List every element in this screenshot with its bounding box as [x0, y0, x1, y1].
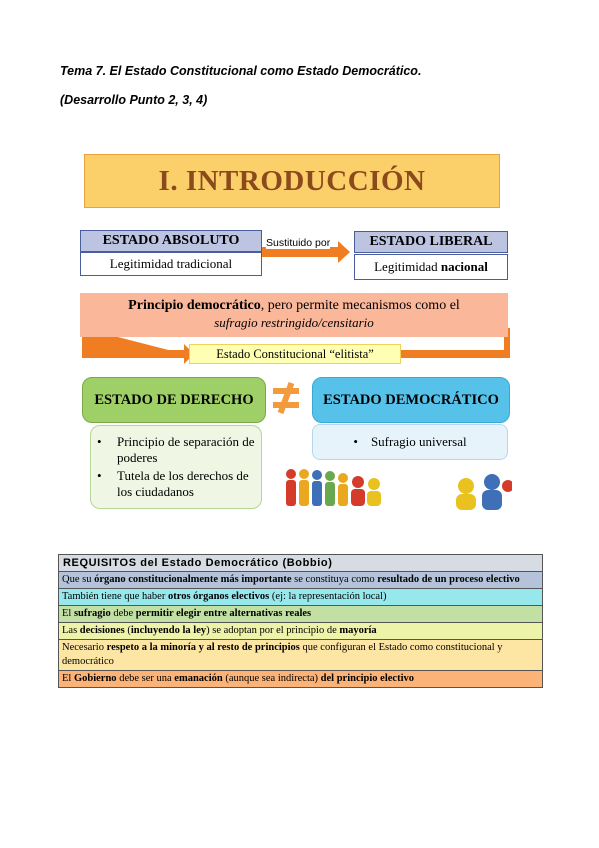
requirement-bold-text: sufragio: [73, 608, 111, 619]
requirements-table-header: [59, 555, 543, 572]
requirement-text: se constituya como: [291, 574, 378, 585]
rule-of-law-label: ESTADO DE DERECHO: [82, 377, 266, 423]
introduction-title: I. INTRODUCCIÓN: [84, 154, 500, 208]
requirement-bold-text: resultado de un proceso electivo: [377, 574, 520, 585]
requirement-text: El: [62, 608, 74, 619]
requirement-cell: [59, 671, 543, 688]
democratic-state-list: [312, 424, 508, 460]
requirement-bold-text: respeto a la minoría y al resto de principios: [106, 642, 300, 653]
principle-italic: sufragio restringido/censitario: [214, 315, 374, 330]
liberal-legitimacy-prefix: Legitimidad: [374, 259, 438, 274]
table-row: [59, 623, 543, 640]
table-row: [59, 589, 543, 606]
table-row: [59, 640, 543, 671]
document-heading: Tema 7. El Estado Constitucional como Estado Democrático.: [60, 64, 422, 78]
requirement-text: (ej: la representación local): [269, 591, 387, 602]
requirement-cell: [59, 640, 543, 671]
requirement-text: Las: [62, 625, 80, 636]
requirement-text: Necesario: [62, 642, 107, 653]
bullet-icon: •: [97, 434, 102, 449]
democratic-state-item: Sufragio universal: [370, 434, 467, 449]
democratic-principle-box: [80, 293, 508, 337]
requirement-bold-text: incluyendo la ley: [130, 625, 207, 636]
liberal-legitimacy-bold: nacional: [440, 259, 488, 274]
rule-of-law-item: Principio de separación de poderes: [117, 434, 255, 465]
bullet-icon: •: [353, 434, 371, 449]
requirement-text: También tiene que haber: [62, 591, 168, 602]
people-pair-icon: [452, 472, 512, 510]
table-header-rest: del Estado Democrático (Bobbio): [136, 557, 333, 569]
requirement-bold-text: órgano constitucionalmente más importante: [94, 574, 292, 585]
requirement-text: debe: [110, 608, 136, 619]
requirement-cell: [59, 623, 543, 640]
requirement-text: Que su: [62, 574, 95, 585]
requirement-bold-text: Gobierno: [73, 673, 117, 684]
principle-rest: , pero permite mecanismos como el: [260, 298, 460, 313]
table-row: [59, 671, 543, 688]
requirement-bold-text: del principio electivo: [320, 673, 414, 684]
requirement-cell: [59, 572, 543, 589]
table-row: [59, 572, 543, 589]
democratic-state-label: ESTADO DEMOCRÁTICO: [312, 377, 510, 423]
table-row: [59, 606, 543, 623]
requirement-cell: [59, 606, 543, 623]
rule-of-law-item: Tutela de los derechos de los ciudadanos: [117, 468, 249, 499]
principle-bold: Principio democrático: [128, 298, 261, 313]
people-group-icon: [282, 466, 384, 510]
document-subheading: (Desarrollo Punto 2, 3, 4): [60, 93, 208, 107]
absolute-state-label: ESTADO ABSOLUTO: [80, 230, 262, 252]
rule-of-law-list: [90, 425, 262, 509]
requirement-text: (: [124, 625, 131, 636]
requirement-bold-text: permitir elegir entre alternativas reales: [135, 608, 312, 619]
requirement-text: que configuran el Estado como constitucional y democrático: [62, 642, 503, 667]
requirement-text: (aunque sea indirecta): [222, 673, 321, 684]
bullet-icon: •: [97, 468, 102, 483]
requirement-text: ) se adoptan por el principio de: [206, 625, 340, 636]
requirement-bold-text: decisiones: [79, 625, 125, 636]
requirement-text: debe ser una: [116, 673, 175, 684]
sustituido-label: Sustituido por: [266, 237, 331, 249]
requirement-cell: [59, 589, 543, 606]
requirement-bold-text: mayoría: [339, 625, 377, 636]
liberal-state-legitimacy: [354, 254, 508, 280]
requirement-bold-text: otros órganos electivos: [167, 591, 270, 602]
table-header-bold: REQUISITOS: [63, 557, 137, 569]
absolute-state-legitimacy: Legitimidad tradicional: [80, 252, 262, 276]
liberal-state-label: ESTADO LIBERAL: [354, 231, 508, 253]
requirements-table: [58, 554, 543, 688]
introduction-diagram: [80, 148, 512, 510]
elitist-state-box: Estado Constitucional “elitista”: [189, 344, 401, 364]
requirement-text: El: [62, 673, 74, 684]
not-equal-icon: [273, 382, 299, 414]
requirement-bold-text: emanación: [174, 673, 223, 684]
